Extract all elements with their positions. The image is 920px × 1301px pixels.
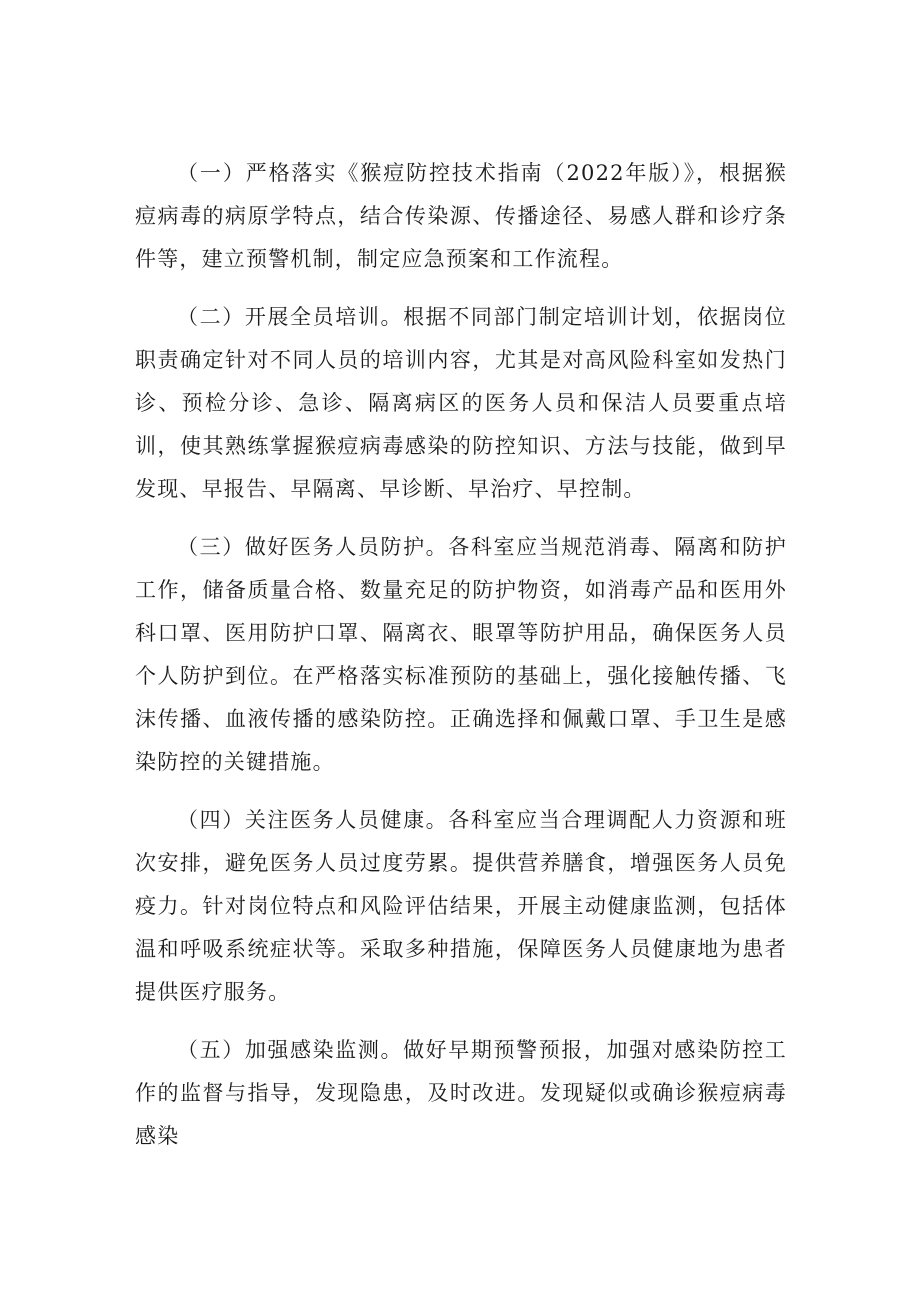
paragraph-4: （四）关注医务人员健康。各科室应当合理调配人力资源和班次安排，避免医务人员过度劳累。提供营养膳食，增强医务人员免疫力。针对岗位特点和风险评估结果，开展主动健康监测，包括体温和呼吸系统症状等。采取多种措施，保障医务人员健康地为患者提供医疗服务。 xyxy=(135,808,787,1004)
document-body xyxy=(135,152,787,1158)
paragraph-2: （二）开展全员培训。根据不同部门制定培训计划，依据岗位职责确定针对不同人员的培训内容，尤其是对高风险科室如发热门诊、预检分诊、急诊、隔离病区的医务人员和保洁人员要重点培训，使其熟练掌握猴痘病毒感染的防控知识、方法与技能，做到早发现、早报告、早隔离、早诊断、早治疗、早控制。 xyxy=(135,305,787,501)
paragraph-1: （一）严格落实《猴痘防控技术指南（2022年版）》，根据猴痘病毒的病原学特点，结合传染源、传播途径、易感人群和诊疗条件等，建立预警机制，制定应急预案和工作流程。 xyxy=(135,161,787,271)
paragraph-5: （五）加强感染监测。做好早期预警预报，加强对感染防控工作的监督与指导，发现隐患，及时改进。发现疑似或确诊猴痘病毒感染 xyxy=(135,1038,787,1148)
paragraph-3: （三）做好医务人员防护。各科室应当规范消毒、隔离和防护工作，储备质量合格、数量充足的防护物资，如消毒产品和医用外科口罩、医用防护口罩、隔离衣、眼罩等防护用品，确保医务人员个人防护到位。在严格落实标准预防的基础上，强化接触传播、飞沫传播、血液传播的感染防控。正确选择和佩戴口罩、手卫生是感染防控的关键措施。 xyxy=(135,535,787,774)
